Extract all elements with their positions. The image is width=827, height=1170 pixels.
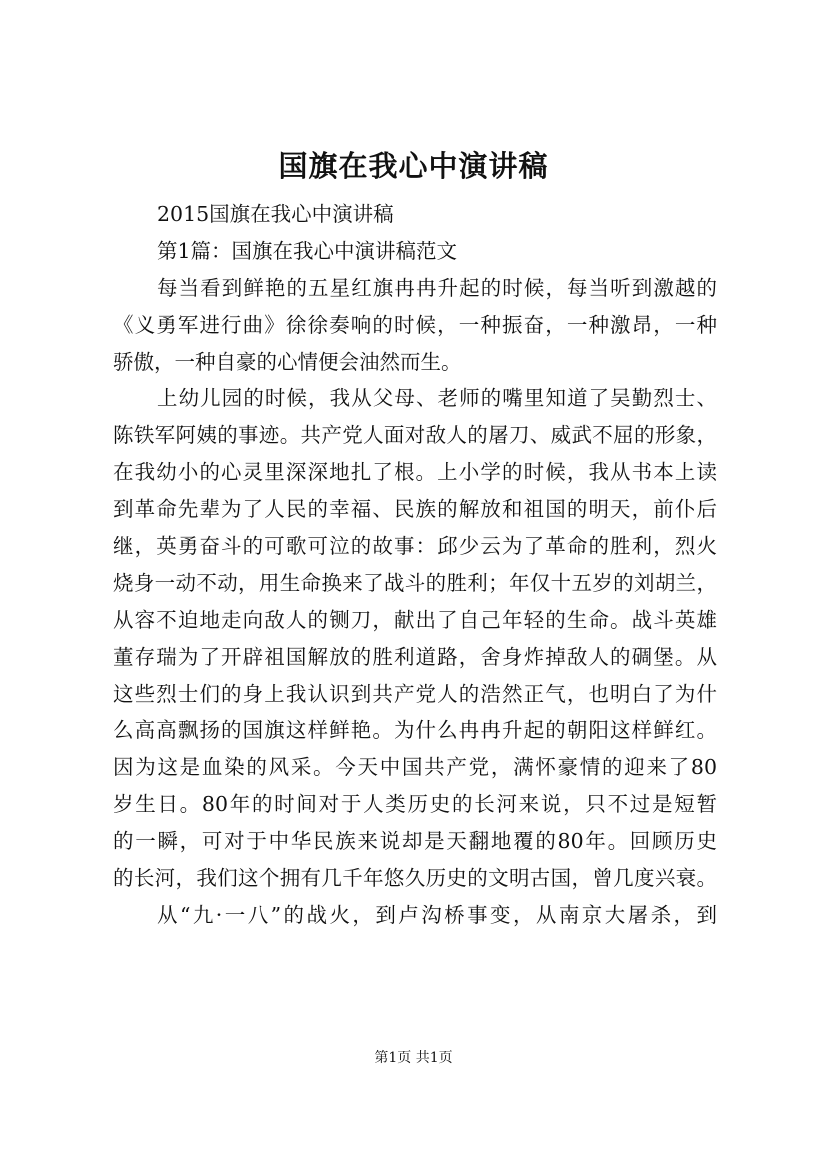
text-line: 陈铁军阿姨的事迹。共产党人面对敌人的屠刀、威武不屈的形象， [113, 423, 717, 448]
text-line: 岁生日。80年的时间对于人类历史的长河来说，只不过是短暂 [113, 792, 717, 817]
text-line: 上幼儿园的时候，我从父母、老师的嘴里知道了吴勤烈士、 [157, 386, 717, 411]
text-line: 在我幼小的心灵里深深地扎了根。上小学的时候，我从书本上读 [113, 460, 717, 485]
text-line: 烧身一动不动，用生命换来了战斗的胜利；年仅十五岁的刘胡兰， [113, 570, 717, 595]
text-line: 董存瑞为了开辟祖国解放的胜利道路，舍身炸掉敌人的碉堡。从 [113, 644, 717, 669]
document-title: 国旗在我心中演讲稿 [278, 149, 549, 183]
text-line: 这些烈士们的身上我认识到共产党人的浩然正气，也明白了为什 [113, 681, 717, 706]
text-line: 《义勇军进行曲》徐徐奏响的时候，一种振奋，一种激昂，一种 [113, 312, 717, 337]
text-line: 第1篇：国旗在我心中演讲稿范文 [157, 238, 458, 263]
text-line: 从“九·一八”的战火，到卢沟桥事变，从南京大屠杀，到 [157, 902, 717, 927]
text-line: 么高高飘扬的国旗这样鲜艳。为什么冉冉升起的朝阳这样鲜红。 [113, 718, 717, 743]
text-line: 的长河，我们这个拥有几千年悠久历史的文明古国，曾几度兴衰。 [113, 866, 717, 891]
text-line: 继，英勇奋斗的可歌可泣的故事：邱少云为了革命的胜利，烈火 [113, 534, 717, 559]
page-footer: 第1页 共1页 [374, 1050, 453, 1066]
text-line: 骄傲，一种自豪的心情便会油然而生。 [113, 349, 462, 374]
text-line: 每当看到鲜艳的五星红旗冉冉升起的时候，每当听到激越的 [157, 275, 717, 300]
text-line: 2015国旗在我心中演讲稿 [157, 202, 394, 226]
document-body [113, 196, 717, 934]
text-line: 到革命先辈为了人民的幸福、民族的解放和祖国的明天，前仆后 [113, 497, 717, 522]
text-line: 的一瞬，可对于中华民族来说却是天翻地覆的80年。回顾历史 [113, 829, 717, 854]
text-line: 因为这是血染的风采。今天中国共产党，满怀豪情的迎来了80 [113, 755, 717, 780]
text-line: 从容不迫地走向敌人的铡刀，献出了自己年轻的生命。战斗英雄 [113, 607, 717, 632]
